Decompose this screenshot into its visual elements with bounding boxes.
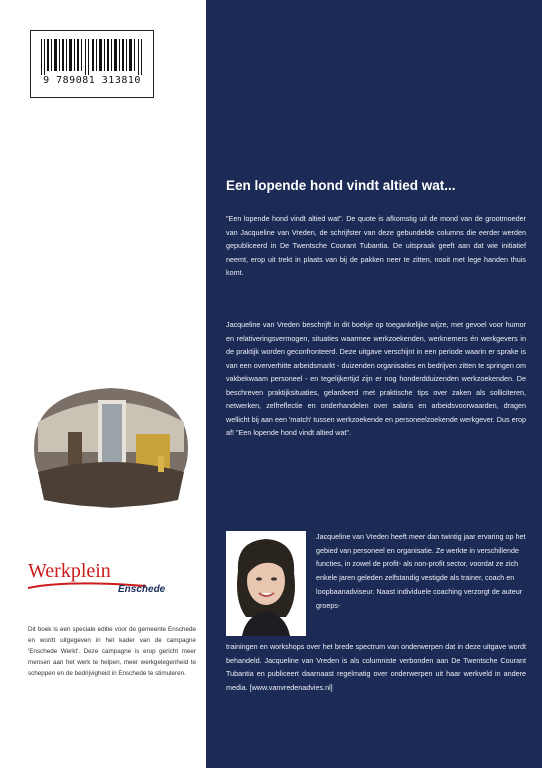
intro-paragraph: "Een lopende hond vindt altied wat". De quote is afkomstig uit de mond van de grootmoeder van Jacqueline van Vreden, de schrijfster van deze gebundelde columns die eerder werden gepubliceerd in De Twentsche Courant Tubantia. De uitspraak geeft aan dat wie initiatief neemt, erop uit trekt in plaats van bij de pakken neer te zitten, nooit met lege handen thuis komt. — [226, 214, 526, 277]
barcode-icon — [41, 39, 143, 75]
left-panel — [0, 0, 206, 768]
building-interior-photo — [28, 382, 194, 514]
right-panel — [206, 0, 542, 768]
edition-note: Dit boek is een speciale editie voor de gemeente Enschede en wordt uitgegeven in het kader van de campagne 'Enschede Werkt'. Deze campagne is erop gericht meer mensen aan het werk te helpen, meer werkgelegenheid te scheppen en de bedrijvigheid in Enschede te stimuleren. — [28, 626, 196, 678]
author-bio-top: Jacqueline van Vreden heeft meer dan twintig jaar ervaring op het gebied van personeel en organisatie. Ze werkte in verschillende functies, in zowel de profit- als non-profit sector, voordat ze zich enkele jaren geleden zelfstandig vestigde als trainer, coach en loopbaanadviseur. Naast individuele coaching verzorgt de auteur groeps- — [316, 532, 526, 610]
book-title: Een lopende hond vindt altied wat... — [226, 178, 456, 193]
isbn-barcode — [30, 30, 154, 98]
author-portrait — [226, 531, 306, 636]
logo-sub: Enschede — [118, 584, 166, 595]
description-paragraph: Jacqueline van Vreden beschrijft in dit boekje op toegankelijke wijze, met gevoel voor humor en relativeringsvermogen, situaties waarmee werkzoekenden, werknemers én werkgevers in de praktijk worden geconfronteerd. Deze uitgave verschijnt in een periode waarin er sprake is van een oververhitte arbeidsmarkt - duizenden organisaties en bedrijven zitten te springen om vakbekwaam personeel - en tegelijkertijd zijn er nog honderdduizenden werkzoekenden. De beschreven praktijksituaties, gelardeerd met praktische tips over zaken als solliciteren, netwerken, zelfreflectie en onderhandelen over salaris en arbeidsvoorwaarden, dragen wellicht bij aan een 'match' tussen werkzoekende en personeelzoekende werkgever. Dus erop af! "Een lopende hond vindt altied wat". — [226, 320, 526, 437]
author-bio-bottom: trainingen en workshops over het brede spectrum van onderwerpen dat in deze uitgave wordt behandeld. Jacqueline van Vreden is als columniste verbonden aan De Twentsche Courant Tubantia en publiceert daarnaast regelmatig over onderwerpen uit haar werkveld in andere media. [www.vanvredenadvies.nl] — [226, 642, 526, 693]
werkplein-logo — [28, 560, 198, 610]
isbn-number: 9 789081 313810 — [43, 75, 141, 86]
logo-word: Werkplein — [28, 560, 111, 582]
